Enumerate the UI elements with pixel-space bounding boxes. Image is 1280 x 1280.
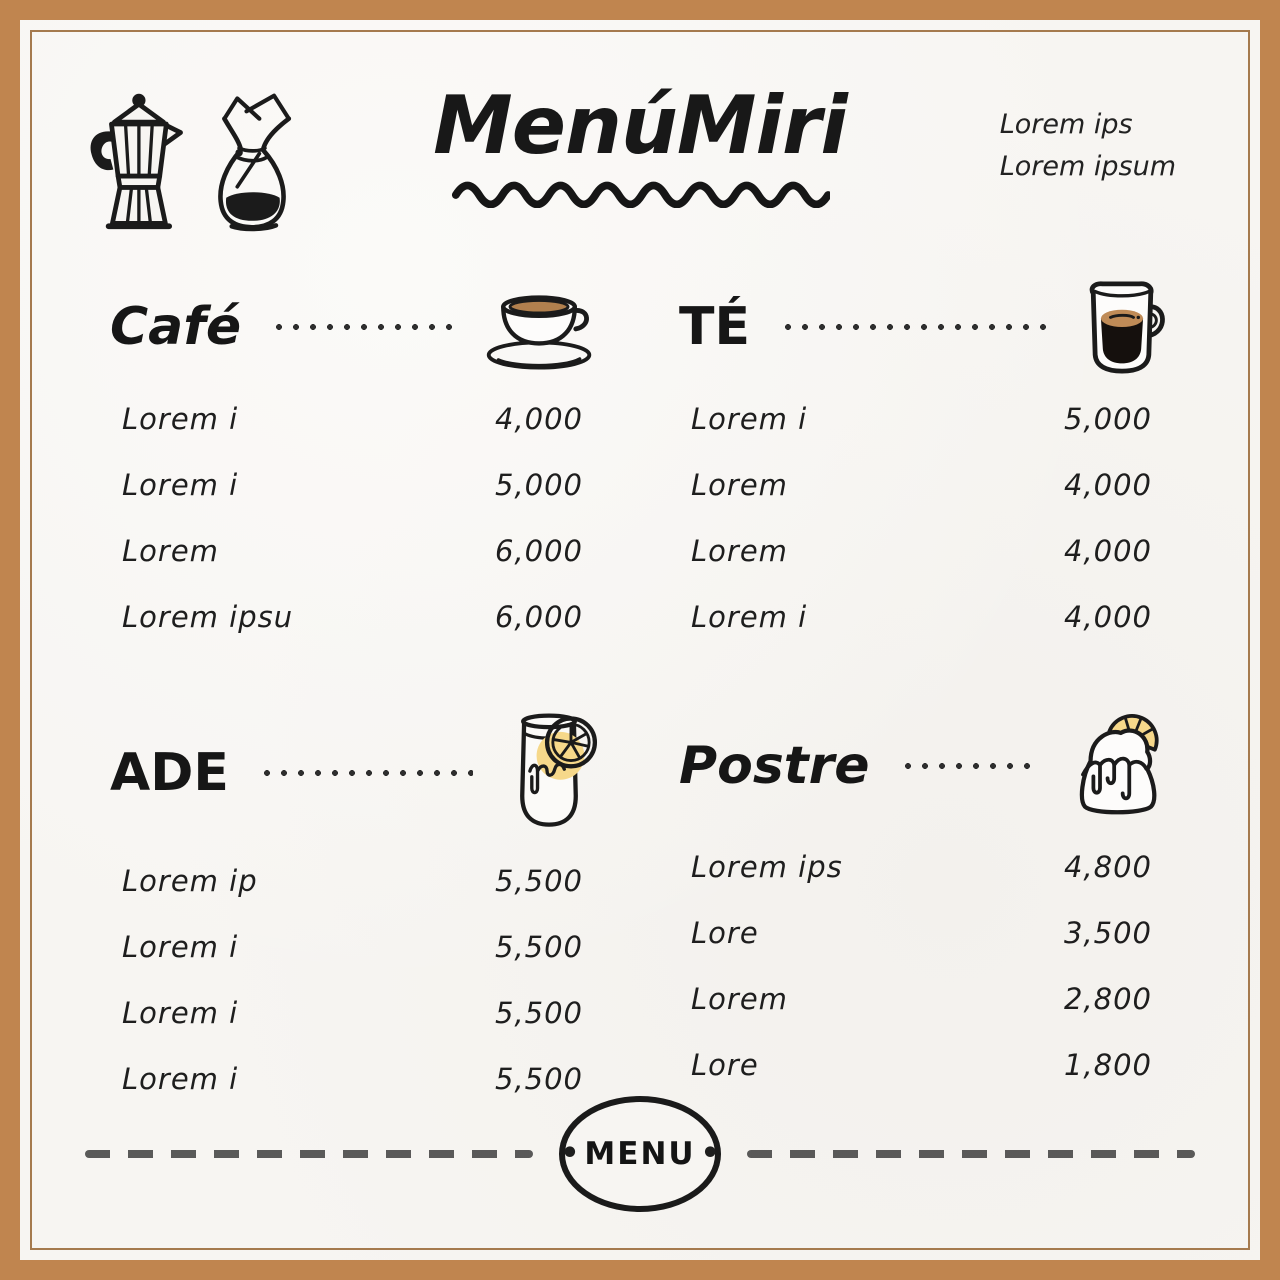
section-header bbox=[679, 278, 1168, 376]
coffee-cup-icon bbox=[481, 280, 599, 374]
dotted-leader bbox=[900, 762, 1040, 770]
menu-item-row bbox=[110, 584, 599, 650]
item-price: 5,000 bbox=[494, 468, 583, 502]
menu-item-row bbox=[679, 966, 1168, 1032]
item-name: Lorem i bbox=[122, 1062, 239, 1096]
section-header bbox=[679, 708, 1168, 824]
item-name: Lorem i bbox=[122, 468, 239, 502]
item-name: Lorem i bbox=[122, 996, 239, 1030]
item-list bbox=[110, 848, 599, 1112]
menu-item-row bbox=[679, 452, 1168, 518]
item-name: Lorem ips bbox=[691, 850, 843, 884]
item-list bbox=[679, 834, 1168, 1098]
menu-item-row bbox=[110, 980, 599, 1046]
item-price: 4,000 bbox=[1063, 600, 1152, 634]
item-price: 5,500 bbox=[494, 930, 583, 964]
menu-item-row bbox=[679, 386, 1168, 452]
menu-item-row bbox=[679, 900, 1168, 966]
menu-item-row bbox=[679, 518, 1168, 584]
title-underline-wave bbox=[450, 180, 830, 208]
menu-item-row bbox=[110, 518, 599, 584]
dashed-line bbox=[85, 1150, 533, 1158]
section-title: ADE bbox=[110, 743, 229, 803]
item-name: Lore bbox=[691, 916, 759, 950]
item-name: Lorem ipsu bbox=[122, 600, 294, 634]
header-note-line: Lorem ips bbox=[999, 109, 1133, 140]
menu-item-row bbox=[110, 452, 599, 518]
lemonade-glass-icon bbox=[499, 708, 599, 838]
section-title: TÉ bbox=[679, 297, 750, 357]
item-name: Lorem ip bbox=[122, 864, 258, 898]
item-price: 5,000 bbox=[1063, 402, 1152, 436]
item-name: Lorem i bbox=[691, 402, 808, 436]
item-price: 1,800 bbox=[1063, 1048, 1152, 1082]
section-te bbox=[679, 278, 1168, 650]
item-price: 4,000 bbox=[1063, 468, 1152, 502]
item-name: Lorem i bbox=[691, 600, 808, 634]
menu-item-row bbox=[679, 584, 1168, 650]
item-price: 2,800 bbox=[1063, 982, 1152, 1016]
item-price: 4,800 bbox=[1063, 850, 1152, 884]
menu-item-row bbox=[110, 848, 599, 914]
item-price: 5,500 bbox=[494, 1062, 583, 1096]
dotted-leader bbox=[259, 769, 473, 777]
section-ade bbox=[110, 708, 599, 1112]
item-name: Lorem bbox=[122, 534, 219, 568]
menu-badge: • MENU • bbox=[559, 1096, 721, 1212]
item-price: 3,500 bbox=[1063, 916, 1152, 950]
menu-sections bbox=[110, 278, 1168, 1112]
page-title: MenúMiri bbox=[433, 79, 847, 172]
item-price: 6,000 bbox=[494, 600, 583, 634]
item-price: 6,000 bbox=[494, 534, 583, 568]
dotted-leader bbox=[271, 323, 455, 331]
header-note bbox=[1000, 104, 1176, 188]
item-price: 4,000 bbox=[1063, 534, 1152, 568]
badge-label: MENU bbox=[584, 1136, 696, 1172]
item-name: Lorem i bbox=[122, 402, 239, 436]
menu-item-row bbox=[110, 914, 599, 980]
section-header bbox=[110, 278, 599, 376]
section-header bbox=[110, 708, 599, 838]
item-name: Lorem bbox=[691, 534, 788, 568]
menu-item-row bbox=[679, 834, 1168, 900]
section-cafe bbox=[110, 278, 599, 650]
section-title: Postre bbox=[679, 736, 870, 796]
dotted-leader bbox=[780, 323, 1050, 331]
footer-divider bbox=[85, 1098, 1195, 1210]
section-postre bbox=[679, 708, 1168, 1112]
menu-item-row bbox=[110, 386, 599, 452]
item-price: 5,500 bbox=[494, 864, 583, 898]
item-price: 5,500 bbox=[494, 996, 583, 1030]
espresso-glass-icon bbox=[1076, 278, 1168, 376]
header-note-line: Lorem ipsum bbox=[999, 150, 1176, 182]
item-list bbox=[110, 386, 599, 650]
dashed-line bbox=[747, 1150, 1195, 1158]
section-title: Café bbox=[110, 297, 242, 357]
menu-item-row bbox=[679, 1032, 1168, 1098]
item-list bbox=[679, 386, 1168, 650]
item-name: Lorem i bbox=[122, 930, 239, 964]
dessert-icon bbox=[1066, 708, 1168, 824]
item-name: Lorem bbox=[691, 468, 788, 502]
item-name: Lorem bbox=[691, 982, 788, 1016]
item-name: Lore bbox=[691, 1048, 759, 1082]
item-price: 4,000 bbox=[494, 402, 583, 436]
